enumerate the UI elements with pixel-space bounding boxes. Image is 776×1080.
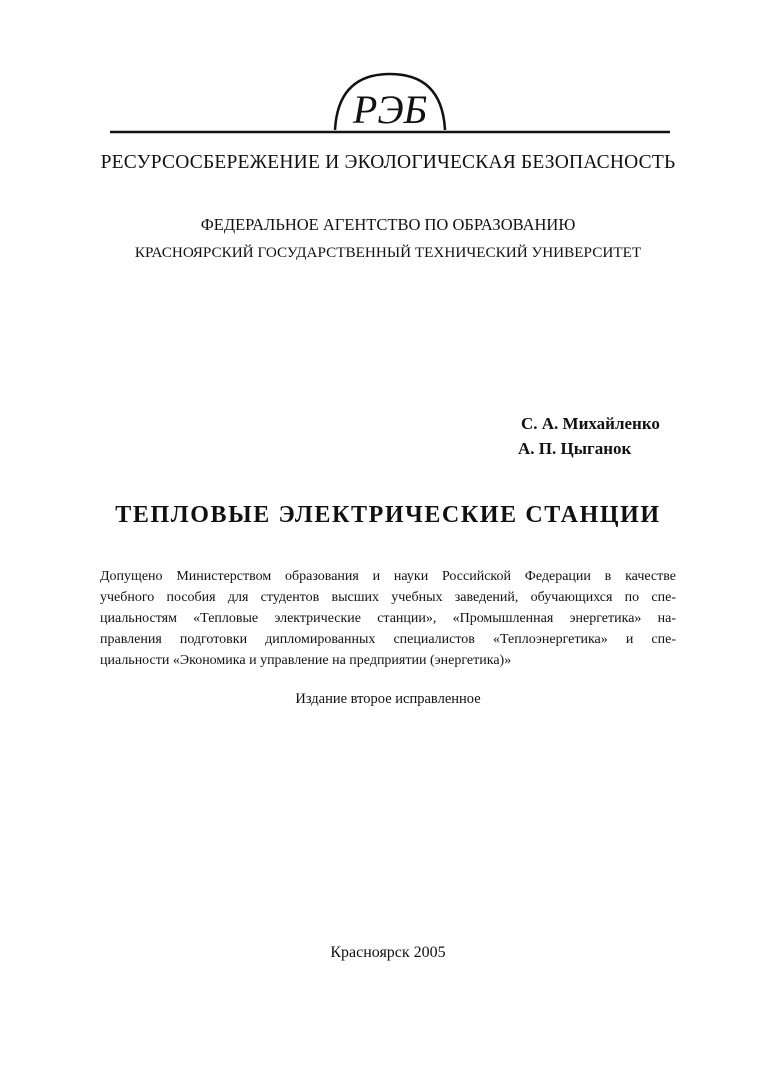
approval-statement bbox=[100, 566, 676, 671]
approval-line: циальности «Экономика и управление на предприятии (энергетика)» bbox=[100, 653, 512, 668]
author-name: С. А. Михайленко bbox=[521, 414, 660, 433]
approval-line: правления подготовки дипломированных специалистов «Теплоэнергетика» и спе- bbox=[100, 632, 676, 647]
logo-monogram: РЭБ bbox=[352, 87, 428, 132]
university-name: КРАСНОЯРСКИЙ ГОСУДАРСТВЕННЫЙ ТЕХНИЧЕСКИЙ УНИВЕРСИТЕТ bbox=[134, 244, 642, 261]
series-title: РЕСУРСОСБЕРЕЖЕНИЕ И ЭКОЛОГИЧЕСКАЯ БЕЗОПАСНОСТЬ bbox=[100, 152, 676, 173]
approval-line: учебного пособия для студентов высших учебных заведений, обучающихся по спе- bbox=[100, 590, 676, 605]
agency-name: ФЕДЕРАЛЬНОЕ АГЕНТСТВО ПО ОБРАЗОВАНИЮ bbox=[200, 215, 576, 234]
author-name: А. П. Цыганок bbox=[518, 439, 632, 458]
approval-line: циальностям «Тепловые электрические станции», «Промышленная энергетика» на- bbox=[100, 611, 676, 626]
book-title: ТЕПЛОВЫЕ ЭЛЕКТРИЧЕСКИЕ СТАНЦИИ bbox=[115, 502, 661, 528]
approval-line: Допущено Министерством образования и науки Российской Федерации в качестве bbox=[100, 569, 676, 584]
series-logo bbox=[110, 68, 670, 152]
author-list bbox=[518, 411, 738, 461]
edition-note: Издание второе исправленное bbox=[295, 691, 481, 707]
imprint-city-year: Красноярск 2005 bbox=[330, 944, 446, 961]
